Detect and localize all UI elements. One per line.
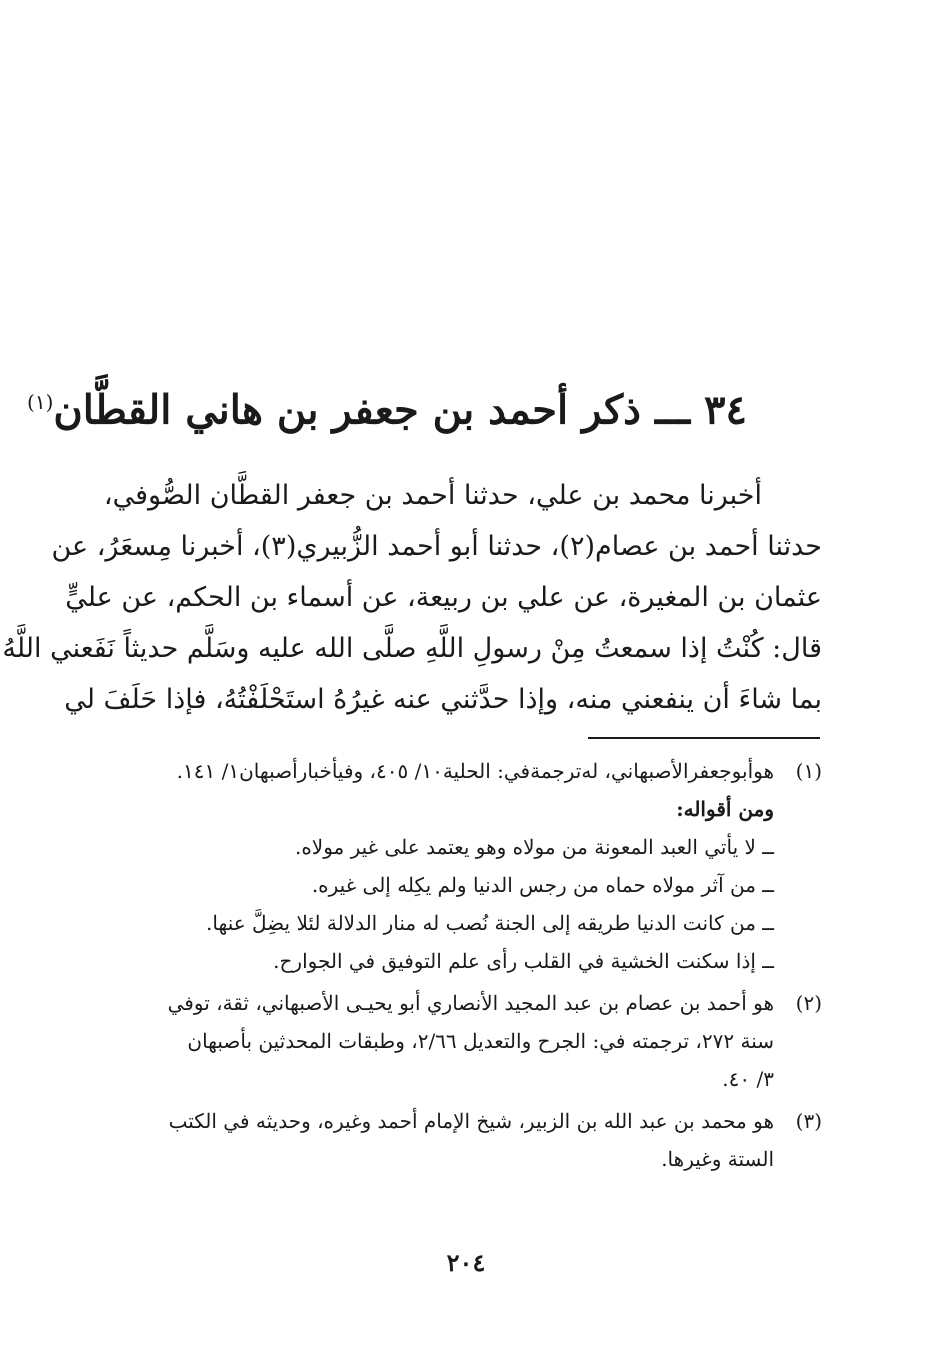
footnote-body <box>96 752 774 980</box>
footnotes <box>96 752 822 1182</box>
footnote-2 <box>96 984 822 1098</box>
chapter-number: ٣٤ <box>704 386 747 434</box>
footnote-line: ٣/ ٤٠. <box>722 1067 774 1091</box>
chapter-note-ref: (١) <box>27 389 54 414</box>
footnote-quote: ــ لا يأتي العبد المعونة من مولاه وهو يعتمد على غير مولاه. <box>294 835 774 859</box>
footnote-line: سنة ٢٧٢، ترجمته في: الجرح والتعديل ٢/٦٦، وطبقات المحدثين بأصبهان <box>187 1029 774 1053</box>
footnote-3 <box>96 1102 822 1178</box>
text-line: حدثنا أحمد بن عصام(٢)، حدثنا أبو أحمد الزُّبيري(٣)، أخبرنا مِسعَرُ، عن <box>51 531 822 562</box>
footnote-line: هو أحمد بن عصام بن عبد المجيد الأنصاري أبو يحيـى الأصبهاني، ثقة، توفي <box>167 991 774 1015</box>
footnote-number: (٢) <box>795 991 822 1015</box>
footnote-line: الستة وغيرها. <box>661 1147 774 1171</box>
footnote-line: هوأبوجعفرالأصبهاني، لەترجمةفي: الحلية١٠/ ٤٠٥، وفيأخبارأصبهان١/ ١٤١. <box>176 759 774 783</box>
footnote-divider <box>588 737 820 739</box>
footnote-number: (٣) <box>795 1109 822 1133</box>
chapter-title: ذكر أحمد بن جعفر بن هاني القطَّان <box>53 386 641 434</box>
main-text <box>2 470 822 725</box>
footnote-quote: ــ من كانت الدنيا طريقه إلى الجنة نُصب له منار الدلالة لئلا يضِلَّ عنها. <box>206 911 774 935</box>
footnote-number: (١) <box>795 759 822 783</box>
chapter-heading <box>27 362 747 450</box>
footnote-quote: ــ إذا سكنت الخشية في القلب رأى علم التوفيق في الجوارح. <box>273 949 774 973</box>
footnote-quote: ــ من آثر مولاه حماه من رجس الدنيا ولم يكِله إلى غيره. <box>311 873 774 897</box>
footnote-line: هو محمد بن عبد الله بن الزبير، شيخ الإمام أحمد وغيره، وحديثه في الكتب <box>168 1109 774 1133</box>
chapter-dash: ـــ <box>654 386 691 434</box>
footnote-body <box>96 1102 774 1178</box>
footnote-body <box>96 984 774 1098</box>
text-line: قال: كُنْتُ إذا سمعتُ مِنْ رسولِ اللَّهِ صلَّى الله عليه وسَلَّم حديثاً نَفَعني اللَّهُ <box>2 633 822 664</box>
text-line: عثمان بن المغيرة، عن علي بن ربيعة، عن أسماء بن الحكم، عن عليٍّ <box>65 582 822 613</box>
footnote-1 <box>96 752 822 980</box>
footnote-subtitle: ومن أقواله: <box>676 797 774 821</box>
page-number: ٢٠٤ <box>446 1248 486 1277</box>
text-line: بما شاءَ أن ينفعني منه، وإذا حدَّثني عنه غيرُهُ استَحْلَفْتُهُ، فإذا حَلَفَ لي <box>64 684 822 715</box>
text-line: أخبرنا محمد بن علي، حدثنا أحمد بن جعفر القطَّان الصُّوفي، <box>103 480 762 511</box>
